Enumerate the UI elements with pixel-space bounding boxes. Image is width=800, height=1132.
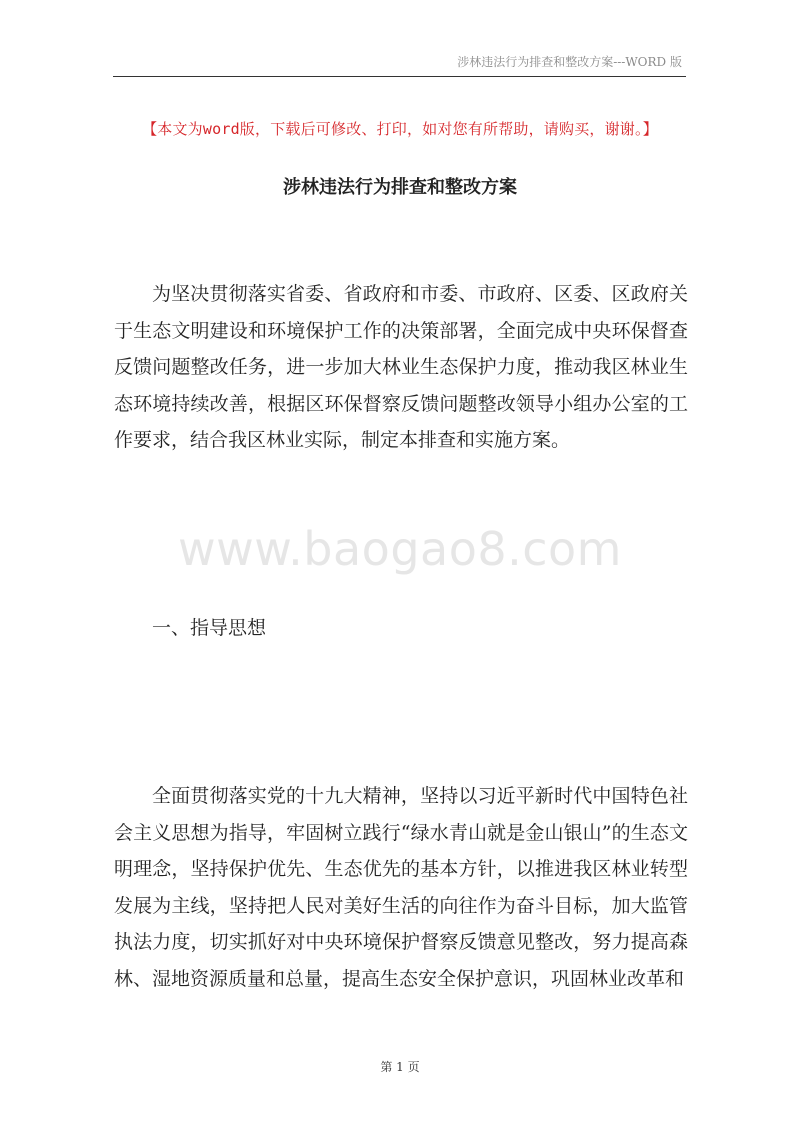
watermark: www.baogao8.com: [178, 522, 622, 576]
document-title: 涉林违法行为排查和整改方案: [283, 177, 517, 198]
section-heading-guiding-ideology: 一、指导思想: [152, 617, 267, 639]
page-number: 第 1 页: [380, 1060, 420, 1074]
paragraph-guiding-ideology: 全面贯彻落实党的十九大精神，坚持以习近平新时代中国特色社会主义思想为指导，牢固树立践行“绿水青山就是金山银山”的生态文明理念，坚持保护优先、生态优先的基本方针，以推进我区林业转型发展为主线，坚持把人民对美好生活的向往作为奋斗目标，加大监管执法力度，切实抓好对中央环境保护督察反馈意见整改，努力提高森林、湿地资源质量和总量，提高生态安全保护意识，巩固林业改革和: [114, 785, 688, 990]
header-divider: [113, 76, 686, 77]
purchase-notice: 【本文为word版，下载后可修改、打印，如对您有所帮助，请购买，谢谢。】: [142, 120, 658, 138]
paragraph-intro: 为坚决贯彻落实省委、省政府和市委、市政府、区委、区政府关于生态文明建设和环境保护工作的决策部署，全面完成中央环保督查反馈问题整改任务，进一步加大林业生态保护力度，推动我区林业生态环境持续改善，根据区环保督察反馈问题整改领导小组办公室的工作要求，结合我区林业实际，制定本排查和实施方案。: [114, 283, 688, 451]
running-header: 涉林违法行为排查和整改方案---WORD 版: [457, 55, 682, 69]
